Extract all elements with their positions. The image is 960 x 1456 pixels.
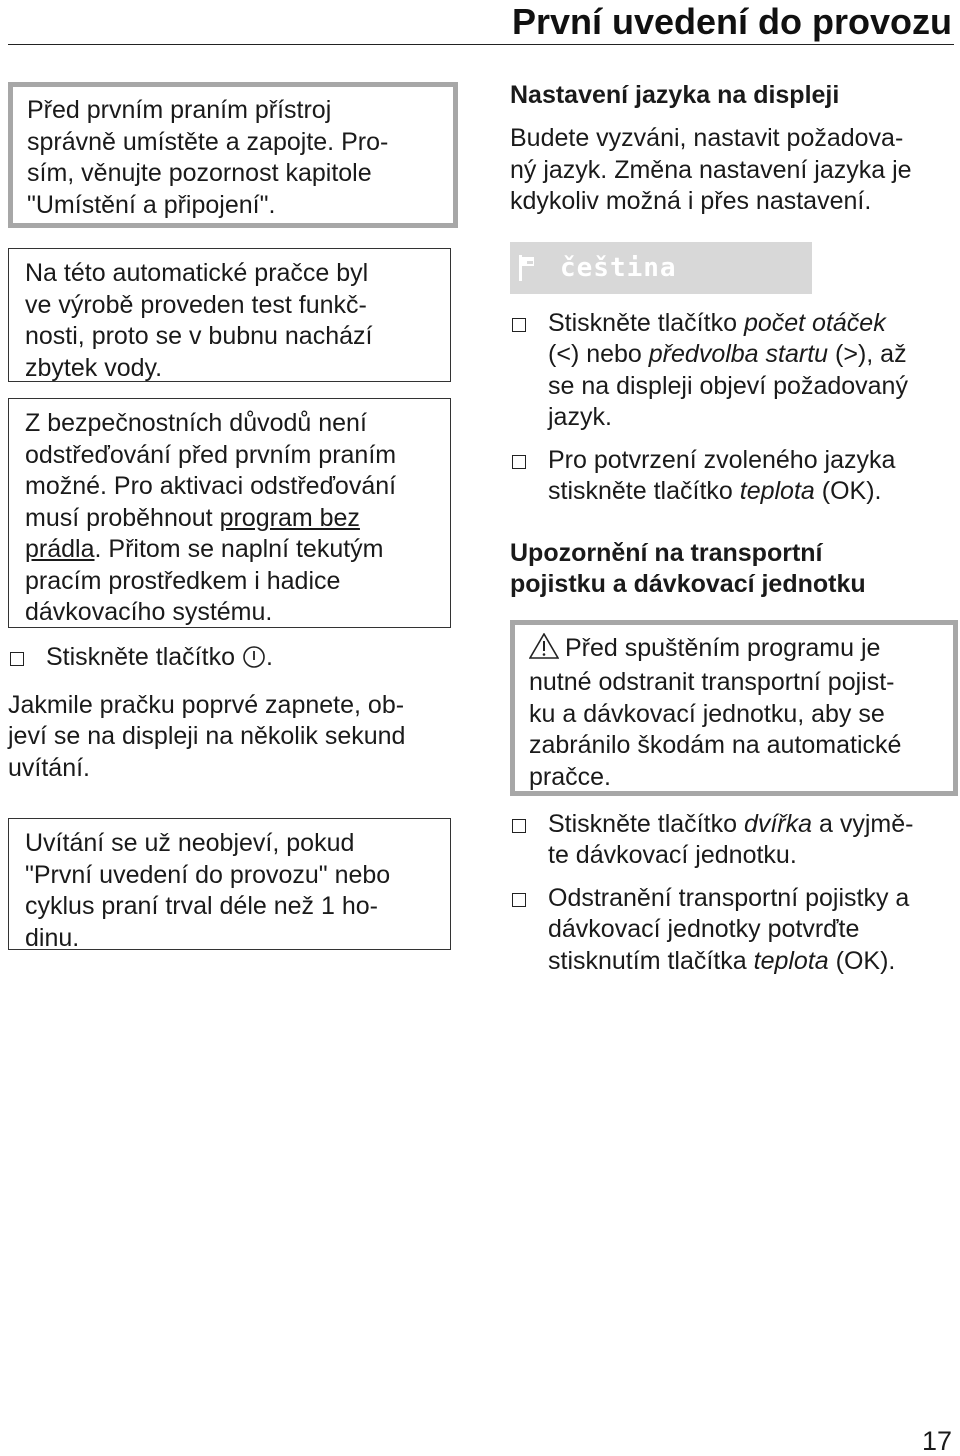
- text-span: .: [265, 643, 273, 671]
- warning-line: nutné odstranit transportní pojist-: [529, 668, 895, 696]
- warning-line: pračce.: [529, 762, 611, 791]
- text-span: Stiskněte tlačítko: [548, 809, 744, 838]
- note-spin: [8, 398, 451, 628]
- text-line: jazyk.: [548, 403, 612, 431]
- right-arrow-icon: >: [843, 340, 858, 368]
- text-line: Odstranění transportní pojistky a: [548, 883, 910, 912]
- note-line: správně umístěte a zapojte. Pro-: [27, 127, 389, 156]
- step-power-on: [8, 642, 458, 678]
- text-line: uvítání.: [8, 753, 90, 782]
- text-span: stisknutím tlačítka: [548, 946, 754, 975]
- left-column: [8, 82, 458, 950]
- header-rule: [8, 44, 954, 45]
- step-select-language: [510, 308, 956, 434]
- text-line: Jakmile pračku poprvé zapnete, ob-: [8, 690, 405, 719]
- checkbox-icon: [10, 652, 24, 666]
- note-line: dávkovacího systému.: [25, 598, 273, 626]
- text-span: stiskněte tlačítko: [548, 477, 740, 505]
- warning-line: zabránilo škodám na automatické: [529, 731, 902, 759]
- text-span: (: [548, 340, 557, 368]
- language-heading: Nastavení jazyka na displeji: [510, 81, 840, 109]
- note-water-test: [8, 248, 451, 382]
- program-link[interactable]: program bez: [219, 503, 360, 532]
- button-name-door: dvířka: [743, 809, 813, 838]
- button-name-delay: předvolba startu: [648, 340, 829, 368]
- note-line: pracím prostředkem i hadice: [25, 566, 341, 595]
- note-line: cyklus praní trval déle než 1 ho-: [25, 892, 378, 920]
- note-line: dinu.: [25, 923, 80, 952]
- note-line: Z bezpečnostních důvodů není: [25, 409, 367, 437]
- note-line: "První uvedení do provozu" nebo: [25, 860, 391, 889]
- step-text: [548, 883, 909, 978]
- text-line: Budete vyzváni, nastavit požadova-: [510, 124, 904, 152]
- checkbox-icon: [512, 893, 526, 907]
- checkbox-icon: [512, 455, 526, 469]
- power-button-icon: [242, 645, 266, 678]
- button-name-temperature: teplota: [753, 946, 829, 975]
- display-preview: [510, 242, 812, 294]
- step-text: [46, 642, 458, 678]
- button-name-temperature: teplota: [739, 477, 815, 505]
- step-text: [548, 809, 913, 872]
- warning-box: [510, 620, 958, 796]
- text-span: Stiskněte tlačítko: [548, 308, 744, 337]
- step-confirm-removal: [510, 883, 956, 978]
- step-text: [548, 308, 908, 434]
- text-line: [548, 946, 909, 978]
- step-remove-dispenser: [510, 809, 956, 872]
- heading-line: Upozornění na transportní: [510, 538, 823, 567]
- text-line: te dávkovací jednotku.: [548, 841, 797, 869]
- note-line: zbytek vody.: [25, 353, 163, 382]
- checkbox-icon: [512, 318, 526, 332]
- note-line: Před prvním praním přístroj: [27, 96, 332, 124]
- page-number: 17: [921, 1426, 952, 1456]
- heading-line: pojistku a dávkovací jednotku: [510, 569, 866, 598]
- text-line: Pro potvrzení zvoleného jazyka: [548, 445, 896, 474]
- warning-line: [529, 633, 939, 668]
- text-span: . Přitom se naplní tekutým: [94, 535, 384, 563]
- text-span: (OK).: [828, 946, 896, 975]
- note-line: ve výrobě proveden test funkč-: [25, 290, 367, 319]
- program-link[interactable]: prádla: [25, 535, 95, 563]
- note-line: možné. Pro aktivaci odstřeďování: [25, 472, 397, 500]
- welcome-paragraph: [8, 690, 458, 785]
- note-line: [25, 534, 434, 566]
- text-span: ) nebo: [570, 340, 649, 368]
- text-span: (: [828, 340, 844, 368]
- note-line: nosti, proto se v bubnu nachází: [25, 322, 373, 350]
- step-confirm-language: [510, 445, 956, 508]
- page-title: První uvedení do provozu: [511, 1, 952, 42]
- text-span: (OK).: [814, 477, 882, 505]
- note-line: Uvítání se už neobjeví, pokud: [25, 829, 355, 857]
- note-line: sím, věnujte pozornost kapitole: [27, 159, 372, 187]
- text-line: ný jazyk. Změna nastavení jazyka je: [510, 155, 912, 184]
- note-line: odstřeďování před prvním praním: [25, 440, 397, 469]
- text-span: Stiskněte tlačítko: [46, 643, 235, 671]
- right-column: [510, 80, 956, 977]
- text-line: [548, 308, 908, 340]
- left-arrow-icon: <: [556, 340, 571, 368]
- note-welcome: [8, 818, 451, 950]
- text-line: kdykoliv možná i přes nastavení.: [510, 187, 872, 215]
- warning-triangle-icon: [529, 633, 559, 668]
- button-name-speed: počet otáček: [743, 308, 886, 337]
- step-text: [548, 445, 895, 508]
- text-line: se na displeji objeví požadovaný: [548, 371, 908, 400]
- text-span: ), až: [857, 340, 907, 368]
- display-language-text: čeština: [560, 252, 677, 283]
- text-line: dávkovací jednotky potvrďte: [548, 915, 860, 943]
- text-span: Před spuštěním programu je: [565, 633, 881, 662]
- text-line: jeví se na displeji na několik sekund: [8, 722, 406, 750]
- flag-icon: [518, 253, 540, 283]
- text-line: [548, 476, 895, 508]
- text-line: [548, 339, 908, 371]
- text-span: a vyjmě-: [812, 809, 914, 838]
- note-line: Na této automatické pračce byl: [25, 259, 369, 287]
- text-line: [548, 809, 913, 841]
- checkbox-icon: [512, 819, 526, 833]
- transport-heading: [510, 538, 956, 600]
- warning-line: ku a dávkovací jednotku, aby se: [529, 699, 885, 728]
- note-line: [25, 503, 434, 535]
- language-intro: [510, 123, 956, 218]
- note-line: "Umístění a připojení".: [27, 190, 276, 219]
- note-placement: [8, 82, 458, 228]
- text-span: musí proběhnout: [25, 503, 220, 532]
